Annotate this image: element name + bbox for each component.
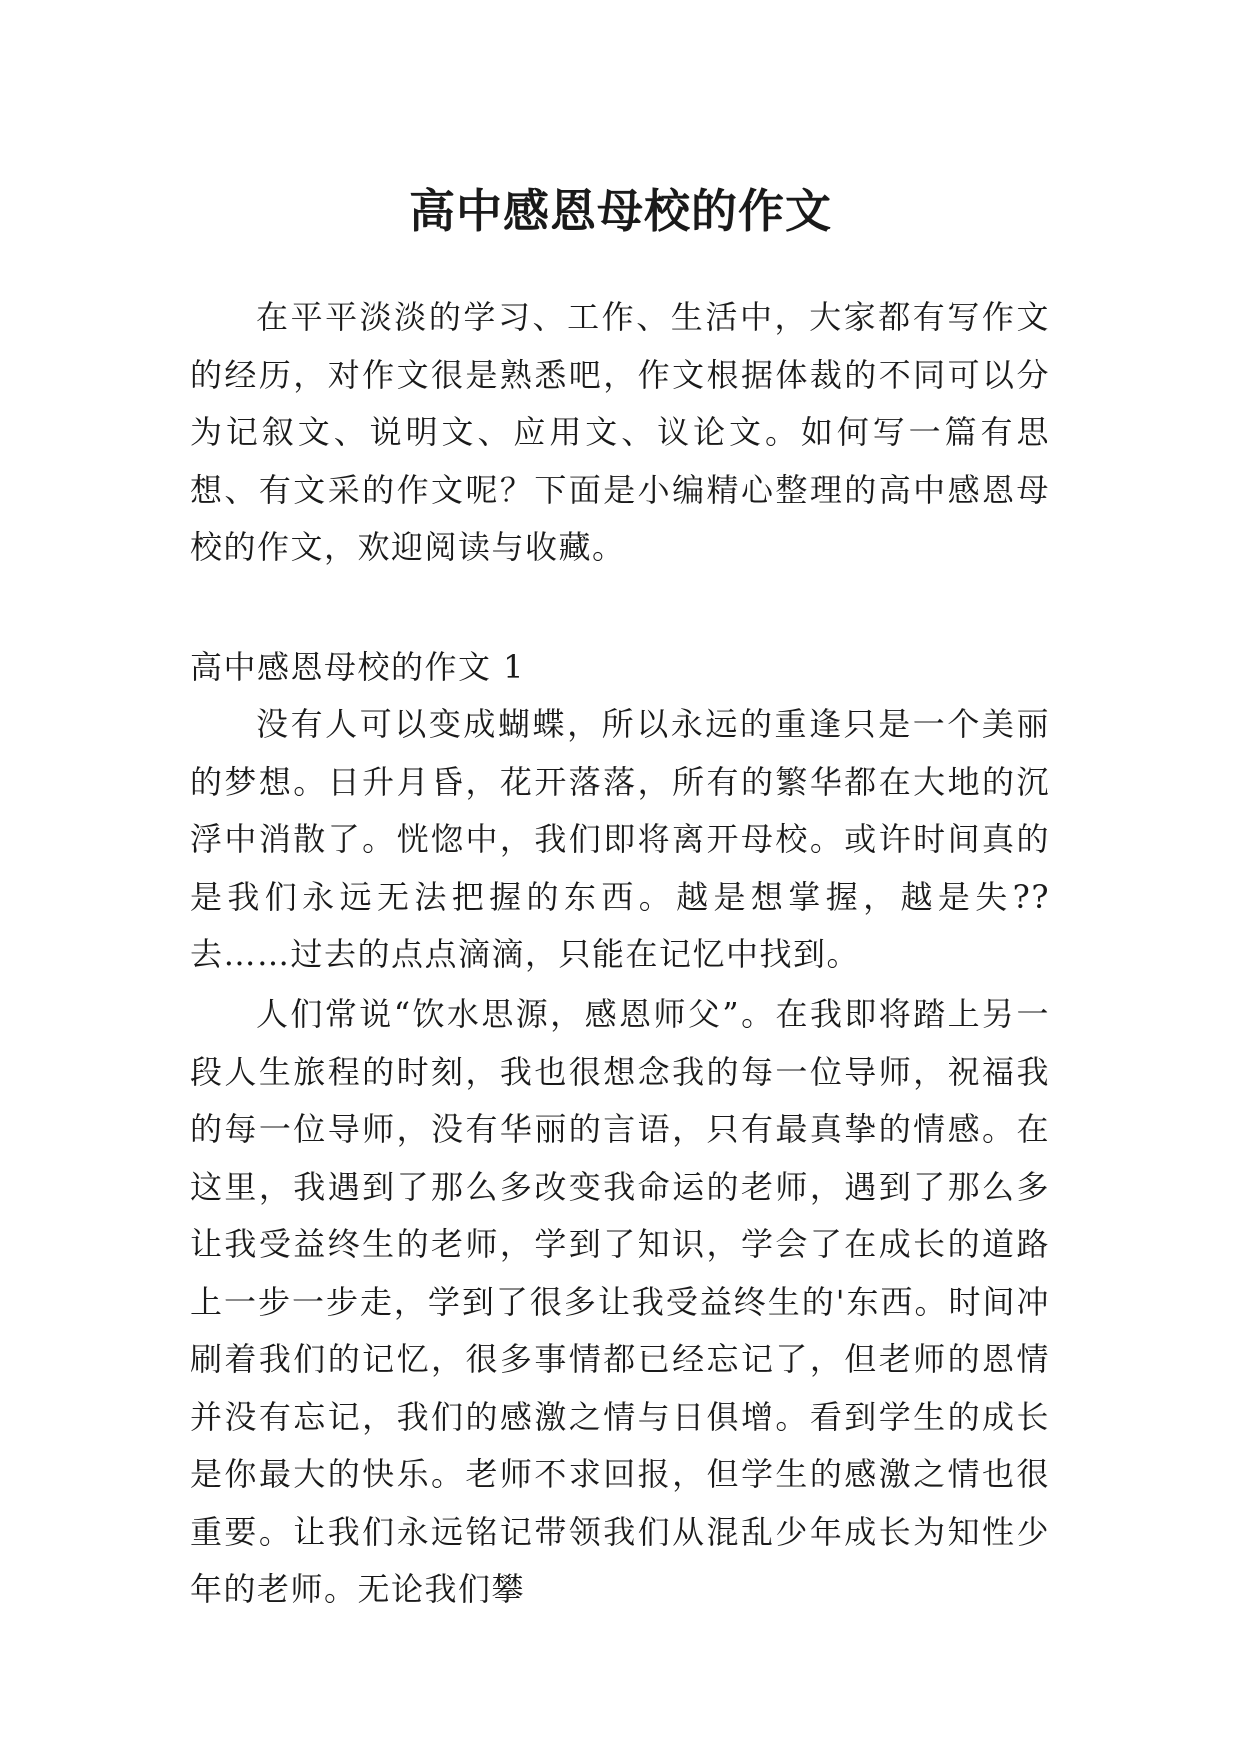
document-title: 高中感恩母校的作文 (409, 183, 832, 238)
body-paragraph: 人们常说“饮水思源，感恩师父”。在我即将踏上另一段人生旅程的时刻，我也很想念我的每一位导师，祝福我的每一位导师，没有华丽的言语，只有最真挚的情感。在这里，我遇到了那么多改变我命运的老师，遇到了那么多让我受益终生的老师，学到了知识，学会了在成长的道路上一步一步走，学到了很多让我受益终生的'东西。时间冲刷着我们的记忆，很多事情都已经忘记了，但老师的恩情并没有忘记，我们的感激之情与日俱增。看到学生的成长是你最大的快乐。老师不求回报，但学生的感激之情也很重要。让我们永远铭记带领我们从混乱少年成长为知性少年的老师。无论我们攀 (190, 995, 1050, 1608)
section-heading: 高中感恩母校的作文 1 (190, 648, 526, 686)
intro-paragraph: 在平平淡淡的学习、工作、生活中，大家都有写作文的经历，对作文很是熟悉吧，作文根据体裁的不同可以分为记叙文、说明文、应用文、议论文。如何写一篇有思想、有文采的作文呢？下面是小编精心整理的高中感恩母校的作文，欢迎阅读与收藏。 (190, 298, 1050, 566)
body-paragraph: 没有人可以变成蝴蝶，所以永远的重逢只是一个美丽的梦想。日升月昏，花开落落，所有的繁华都在大地的沉浮中消散了。恍惚中，我们即将离开母校。或许时间真的是我们永远无法把握的东西。越是想掌握，越是失??去……过去的点点滴滴，只能在记忆中找到。 (190, 705, 1050, 973)
